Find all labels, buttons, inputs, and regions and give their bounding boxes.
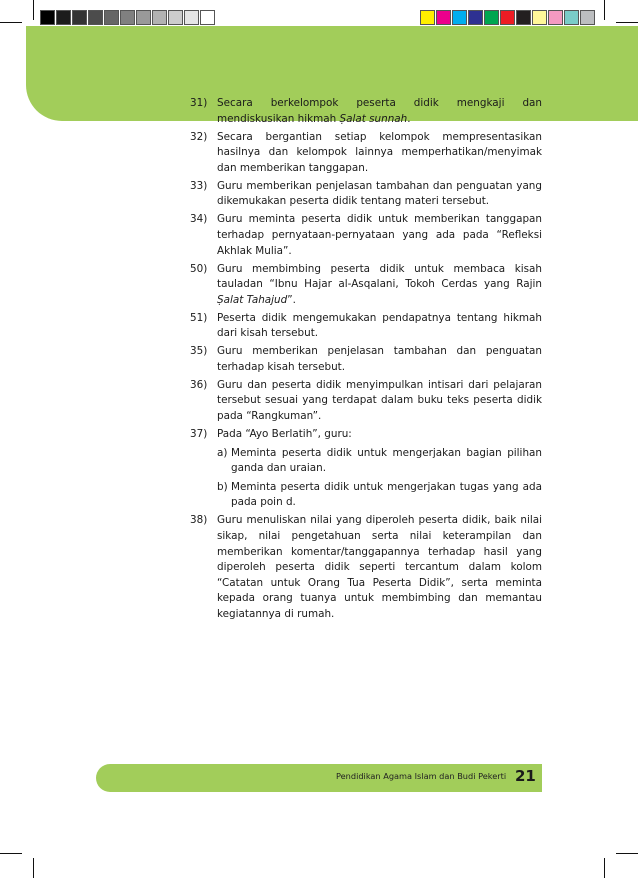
item-number: 37) — [190, 428, 208, 440]
sub-item-label: a) — [217, 446, 228, 459]
crop-mark — [616, 853, 638, 854]
item-body: Guru menuliskan nilai yang diperoleh peserta didik, baik nilai sikap, nilai pengetahuan serta nilai keterampilan dan memberikan komentar/tanggapannya terhadap hasil yang diperoleh peserta didik seperti tercantum dalam kolom “Catatan untuk Orang Tua Peserta Didik”, serta meminta kepada orang tuanya untuk membimbing dan memantau kegiatannya di rumah. — [217, 514, 542, 620]
color-swatch — [452, 10, 467, 25]
item-body: Guru dan peserta didik menyimpulkan intisari dari pelajaran tersebut sesuai yang terdapat dalam buku teks peserta didik pada “Rangkuman”. — [217, 378, 542, 423]
color-swatch — [548, 10, 563, 25]
color-swatch — [40, 10, 55, 25]
list-item — [190, 96, 542, 127]
color-swatch — [136, 10, 151, 25]
italic-term: Ṣalat sunnah — [339, 112, 408, 125]
item-text — [217, 130, 542, 177]
color-swatch — [500, 10, 515, 25]
list-item — [190, 427, 542, 511]
color-swatch — [564, 10, 579, 25]
sub-item — [217, 446, 542, 477]
list-item — [190, 130, 542, 177]
book-title: Pendidikan Agama Islam dan Budi Pekerti — [336, 771, 507, 781]
item-body: Peserta didik mengemukakan pendapatnya tentang hikmah dari kisah tersebut. — [217, 311, 542, 340]
color-swatch — [184, 10, 199, 25]
color-swatch — [56, 10, 71, 25]
color-swatch — [88, 10, 103, 25]
item-number: 32) — [190, 130, 208, 143]
item-number: 34) — [190, 213, 208, 226]
instruction-list — [190, 96, 542, 625]
color-swatch — [436, 10, 451, 25]
color-swatch — [484, 10, 499, 25]
process-color-bar — [420, 10, 596, 25]
item-suffix: . — [407, 112, 411, 125]
list-item — [190, 378, 542, 425]
crop-mark — [0, 22, 22, 23]
item-text — [217, 179, 542, 210]
sub-item-label: b) — [217, 480, 228, 493]
list-item — [190, 513, 542, 622]
item-text — [217, 262, 542, 309]
crop-mark — [616, 22, 638, 23]
list-item — [190, 262, 542, 309]
color-swatch — [532, 10, 547, 25]
item-text — [217, 513, 542, 622]
item-body: Secara berkelompok peserta didik mengkaji dan mendiskusikan hikmah — [217, 97, 542, 125]
sub-item-text: Meminta peserta didik untuk mengerjakan bagian pilihan ganda dan uraian. — [231, 446, 542, 475]
item-number: 35) — [190, 345, 208, 358]
item-body: Guru memberikan penjelasan tambahan dan penguatan terhadap kisah tersebut. — [217, 345, 542, 373]
item-number: 33) — [190, 179, 208, 192]
item-body: Secara bergantian setiap kelompok mempresentasikan hasilnya dan kelompok lainnya memperhatikan/menyimak dan memberikan tanggapan. — [217, 130, 542, 174]
sub-item-text: Meminta peserta didik untuk mengerjakan tugas yang ada pada poin d. — [231, 480, 542, 509]
color-swatch — [104, 10, 119, 25]
list-item — [190, 212, 542, 259]
crop-mark — [33, 858, 34, 878]
item-body: Pada “Ayo Berlatih”, guru: — [217, 428, 352, 440]
color-swatch — [468, 10, 483, 25]
item-number: 31) — [190, 97, 208, 109]
item-number: 51) — [190, 311, 208, 324]
item-text — [217, 344, 542, 375]
color-swatch — [168, 10, 183, 25]
item-suffix: ”. — [287, 293, 296, 306]
page-number: 21 — [515, 767, 536, 785]
item-number: 50) — [190, 262, 208, 275]
item-text — [217, 378, 542, 425]
item-text — [217, 311, 542, 342]
crop-mark — [604, 858, 605, 878]
crop-mark — [604, 0, 605, 20]
color-swatch — [152, 10, 167, 25]
color-swatch — [72, 10, 87, 25]
list-item — [190, 344, 542, 375]
color-swatch — [580, 10, 595, 25]
italic-term: Ṣalat Tahajud — [217, 293, 288, 306]
grayscale-color-bar — [40, 10, 216, 25]
crop-mark — [0, 853, 22, 854]
item-body: Guru meminta peserta didik untuk memberikan tanggapan terhadap pernyataan-pernyataan yang ada pada “Refleksi Akhlak Mulia”. — [217, 213, 542, 257]
list-item — [190, 179, 542, 210]
color-swatch — [516, 10, 531, 25]
color-swatch — [120, 10, 135, 25]
color-swatch — [200, 10, 215, 25]
item-text — [217, 96, 542, 127]
list-item — [190, 311, 542, 342]
item-text — [217, 427, 542, 511]
item-number: 38) — [190, 514, 208, 527]
crop-mark — [33, 0, 34, 20]
color-swatch — [420, 10, 435, 25]
item-body: Guru memberikan penjelasan tambahan dan penguatan yang dikemukakan peserta didik tentang materi tersebut. — [217, 179, 542, 208]
item-number: 36) — [190, 378, 208, 391]
item-text — [217, 212, 542, 259]
item-body: Guru membimbing peserta didik untuk membaca kisah tauladan “Ibnu Hajar al-Asqalani, Tokoh Cerdas yang Rajin — [217, 262, 542, 291]
sub-item — [217, 480, 542, 511]
